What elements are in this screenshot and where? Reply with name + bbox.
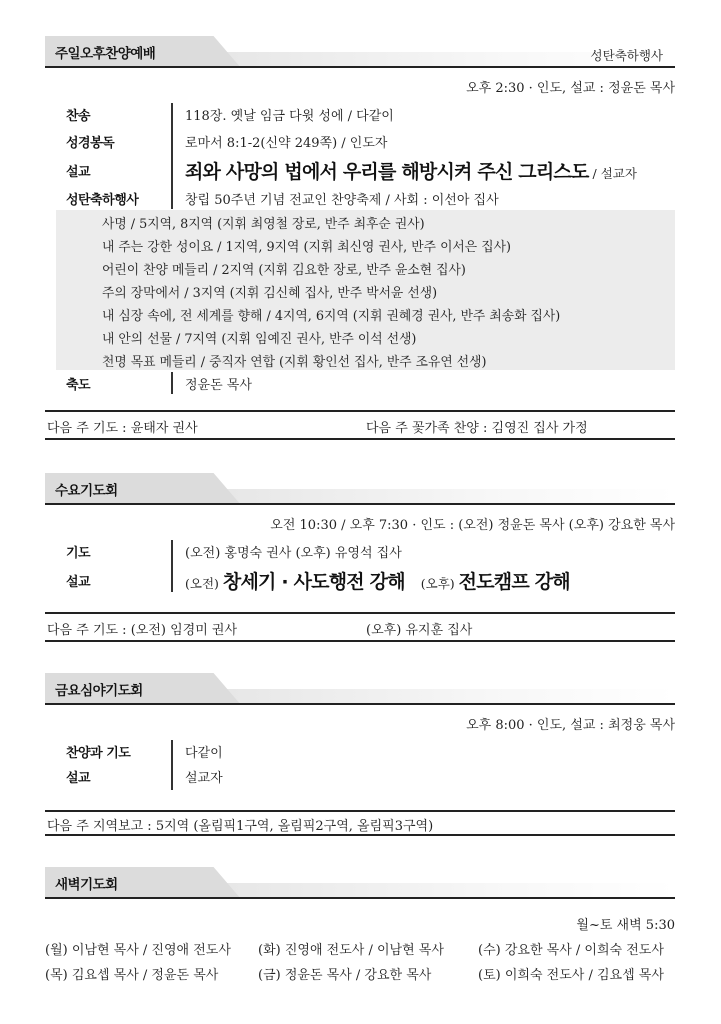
- row-sermon: [66, 156, 637, 184]
- program-item: 내 주는 강한 성이요 / 1지역, 9지역 (지휘 최신영 권사, 반주 이서은 집사): [102, 240, 511, 255]
- am-sermon-title: 창세기 · 사도행전 강해: [222, 570, 405, 593]
- header-rule: [45, 503, 675, 505]
- pm-tag: (오후): [420, 575, 455, 591]
- program-item: 어린이 찬양 메들리 / 2지역 (지휘 김요한 장로, 반주 윤소현 집사): [102, 263, 466, 278]
- pm-sermon-title: 전도캠프 강해: [458, 570, 570, 593]
- dawn-info: 월~토 새벽 5:30: [576, 918, 675, 933]
- row-value: [185, 157, 637, 184]
- dawn-schedule-sat: (토) 이희숙 전도사 / 김요셉 목사: [478, 968, 664, 983]
- row-praise-prayer: [66, 739, 223, 763]
- wednesday-info: 오전 10:30 / 오후 7:30 · 인도 : (오전) 정윤돈 목사 (오후) 강요한 목사: [270, 518, 675, 533]
- section-header-wednesday: [45, 473, 675, 505]
- section-title: 주일오후찬양예배: [55, 46, 156, 62]
- row-value: 창립 50주년 기념 전교인 찬양축제 / 사회 : 이선아 집사: [185, 192, 499, 208]
- section-title: 새벽기도회: [55, 877, 118, 893]
- next-week-prayer: 다음 주 기도 : (오전) 임경미 권사: [47, 623, 238, 638]
- row-prayer: [66, 539, 402, 563]
- sermon-speaker: / 설교자: [592, 165, 637, 181]
- section-header-sunday: [45, 36, 675, 68]
- section-title: 금요심야기도회: [55, 683, 143, 699]
- program-item: 내 안의 선물 / 7지역 (지휘 임예진 권사, 반주 이석 선생): [102, 332, 417, 347]
- divider: [45, 438, 675, 440]
- row-value: 다같이: [185, 745, 223, 761]
- row-value: 로마서 8:1-2(신약 249쪽) / 인도자: [185, 135, 388, 151]
- dawn-schedule-mon: (월) 이남현 목사 / 진영애 전도사: [45, 943, 231, 958]
- divider: [45, 640, 675, 642]
- divider: [45, 810, 675, 812]
- row-value: 118장. 옛날 임금 다윗 성에 / 다같이: [185, 108, 394, 124]
- row-label: 축도: [66, 377, 91, 393]
- dawn-schedule-fri: (금) 정윤돈 목사 / 강요한 목사: [258, 968, 432, 983]
- section-title: 수요기도회: [55, 483, 118, 499]
- sunday-info: 오후 2:30 · 인도, 설교 : 정윤돈 목사: [466, 81, 675, 96]
- program-item: 내 심장 속에, 전 세계를 향해 / 4지역, 6지역 (지휘 권혜경 권사, 반주 최송화 집사): [102, 309, 561, 324]
- row-label: 성탄축하행사: [66, 192, 139, 208]
- label-divider: [171, 372, 173, 394]
- header-rule: [45, 897, 675, 899]
- row-value: [185, 567, 570, 594]
- next-week-region-report: 다음 주 지역보고 : 5지역 (올림픽1구역, 올림픽2구역, 올림픽3구역): [47, 819, 434, 834]
- dawn-schedule-wed: (수) 강요한 목사 / 이희숙 전도사: [478, 943, 664, 958]
- header-rule: [45, 66, 675, 68]
- header-rule: [45, 703, 675, 705]
- next-week-prayer-pm: (오후) 유지훈 집사: [366, 623, 473, 638]
- row-value: (오전) 홍명숙 권사 (오후) 유영석 집사: [185, 545, 402, 561]
- divider: [45, 834, 675, 836]
- row-christmas-event: [66, 186, 499, 210]
- dawn-schedule-thu: (목) 김요셉 목사 / 정윤돈 목사: [45, 968, 219, 983]
- divider: [45, 612, 675, 614]
- row-benediction: [66, 371, 252, 395]
- row-sermon: [66, 764, 223, 788]
- row-value: 정윤돈 목사: [185, 377, 252, 393]
- section-header-dawn: [45, 867, 675, 899]
- row-label: 설교: [66, 164, 91, 180]
- row-sermon: [66, 566, 570, 594]
- next-week-prayer: 다음 주 기도 : 윤태자 권사: [47, 421, 198, 436]
- section-tag: 성탄축하행사: [590, 48, 663, 63]
- row-label: 성경봉독: [66, 135, 115, 151]
- sermon-title: 죄와 사망의 법에서 우리를 해방시켜 주신 그리스도: [185, 160, 589, 183]
- row-label: 설교: [66, 574, 91, 590]
- row-scripture: [66, 129, 388, 153]
- section-header-friday: [45, 673, 675, 705]
- program-item: 주의 장막에서 / 3지역 (지휘 김신혜 집사, 반주 박서윤 선생): [102, 286, 438, 301]
- program-item: 천명 목표 메들리 / 중직자 연합 (지휘 황인선 집사, 반주 조유연 선생): [102, 355, 487, 370]
- label-divider: [171, 540, 173, 592]
- row-label: 기도: [66, 545, 91, 561]
- row-hymn: [66, 102, 394, 126]
- label-divider: [171, 740, 173, 790]
- program-item: 사명 / 5지역, 8지역 (지휘 최영철 장로, 반주 최후순 권사): [102, 217, 425, 232]
- row-value: 설교자: [185, 770, 223, 786]
- row-label: 설교: [66, 770, 91, 786]
- am-tag: (오전): [185, 575, 219, 591]
- next-week-flower-family: 다음 주 꽃가족 찬양 : 김영진 집사 가정: [366, 421, 588, 436]
- divider: [45, 410, 675, 412]
- label-divider: [171, 103, 173, 209]
- friday-info: 오후 8:00 · 인도, 설교 : 최정웅 목사: [466, 718, 675, 733]
- dawn-schedule-tue: (화) 진영애 전도사 / 이남현 목사: [258, 943, 444, 958]
- row-label: 찬송: [66, 108, 91, 124]
- row-label: 찬양과 기도: [66, 745, 131, 761]
